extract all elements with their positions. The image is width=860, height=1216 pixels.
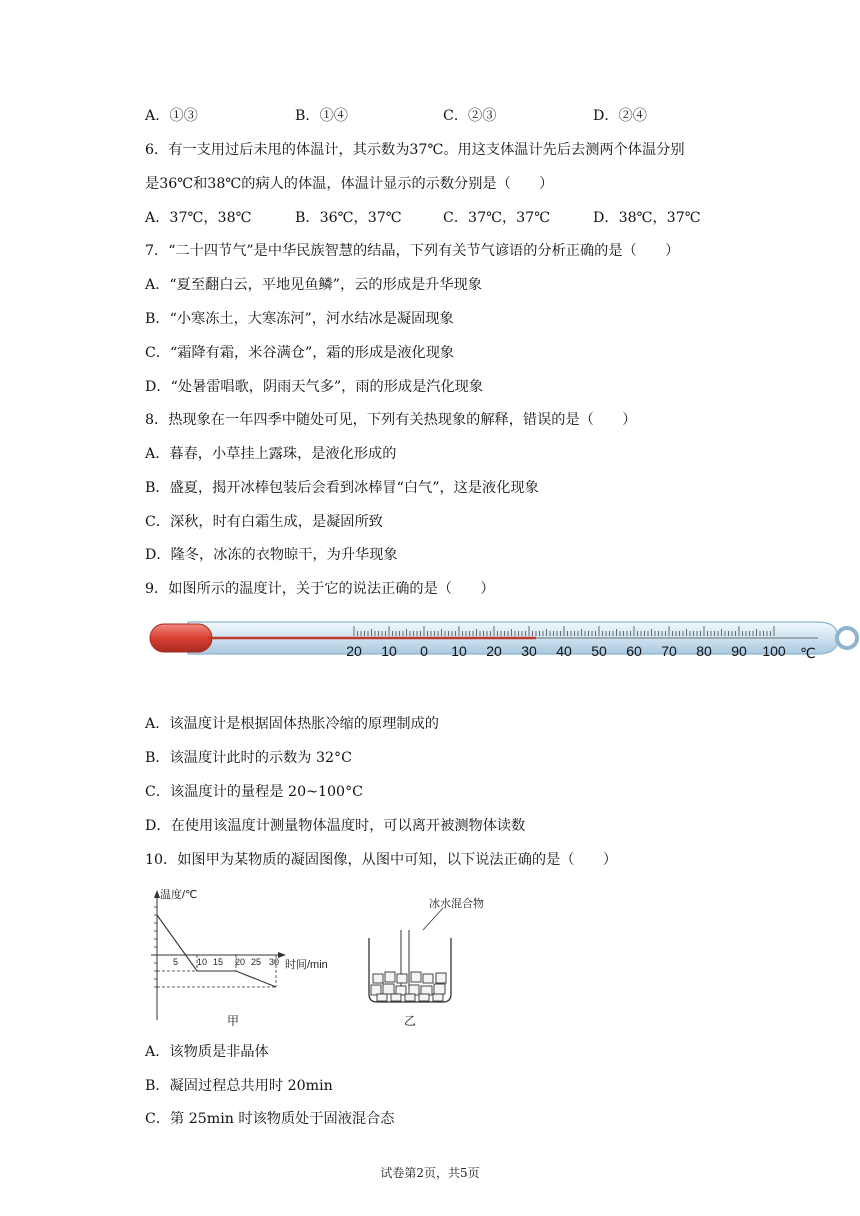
q10-stem: 10．如图甲为某物质的凝固图像，从图中可知，以下说法正确的是（ ） <box>145 852 618 868</box>
thermometer-tick-label: 50 <box>591 643 607 659</box>
thermometer-tick-label: 20 <box>346 643 362 659</box>
q9-stem: 9．如图所示的温度计，关于它的说法正确的是（ ） <box>145 581 495 597</box>
thermometer-unit: ℃ <box>800 645 816 661</box>
graph-caption: 甲 <box>227 1014 240 1028</box>
q7-option-a: A．“夏至翻白云，平地见鱼鳞”，云的形成是升华现象 <box>145 277 482 293</box>
thermometer-tick-label: 10 <box>381 643 397 659</box>
q6-option-b: B．36℃，37℃ <box>295 210 402 226</box>
q5-option-d: D．②④ <box>593 108 647 124</box>
q5-option-b: B．①④ <box>295 108 348 124</box>
beaker-caption: 乙 <box>404 1014 417 1028</box>
q7-stem: 7．“二十四节气”是中华民族智慧的结晶，下列有关节气谚语的分析正确的是（ ） <box>145 243 680 259</box>
thermometer-tick-label: 70 <box>661 643 677 659</box>
q6-option-a: A．37℃，38℃ <box>145 210 252 226</box>
cooling-curve <box>157 915 276 987</box>
graph-x-tick-labels <box>173 957 279 967</box>
q9-option-a: A．该温度计是根据固体热胀冷缩的原理制成的 <box>145 716 439 732</box>
beaker-label: 冰水混合物 <box>429 898 484 910</box>
thermometer-svg <box>148 616 860 662</box>
q8-stem: 8．热现象在一年四季中随处可见，下列有关热现象的解释，错误的是（ ） <box>145 412 637 428</box>
q5-option-c: C．②③ <box>443 108 497 124</box>
q8-option-b: B．盛夏，揭开冰棒包装后会看到冰棒冒“白气”，这是液化现象 <box>145 480 539 496</box>
beaker-label-leader <box>423 908 443 930</box>
q5-option-a: A．①③ <box>145 108 198 124</box>
q6-stem-line1: 6．有一支用过后未甩的体温计，其示数为37℃。用这支体温计先后去测两个体温分别 <box>145 142 685 158</box>
thermometer-tick-label: 0 <box>420 643 428 659</box>
q8-option-a: A．暮春，小草挂上露珠，是液化形成的 <box>145 446 397 462</box>
q6-option-c: C．37℃，37℃ <box>443 210 551 226</box>
x-tick-25: 25 <box>251 957 262 967</box>
thermometer-tick-label: 90 <box>731 643 747 659</box>
q8-option-d: D．隆冬，冰冻的衣物晾干，为升华现象 <box>145 547 398 563</box>
thermometer-tick-label: 10 <box>451 643 467 659</box>
x-tick-10: 10 <box>197 957 208 967</box>
graph-y-label: 温度/℃ <box>160 889 198 901</box>
thermometer-ring <box>837 628 857 648</box>
q8-option-c: C．深秋，时有白霜生成，是凝固所致 <box>145 514 383 530</box>
q9-option-c: C．该温度计的量程是 20~100°C <box>145 784 364 800</box>
page-footer: 试卷第2页，共5页 <box>380 1166 480 1180</box>
cooling-graph <box>151 887 328 1028</box>
q10-option-a: A．该物质是非晶体 <box>145 1044 269 1060</box>
thermometer-tick-label: 80 <box>696 643 712 659</box>
thermometer-tick-label: 20 <box>486 643 502 659</box>
graph-x-label: 时间/min <box>285 959 328 971</box>
thermometer-tick-label: 30 <box>521 643 537 659</box>
ice-water-beaker <box>369 896 484 1028</box>
q9-option-b: B．该温度计此时的示数为 32°C <box>145 750 353 766</box>
q10-figure <box>147 886 507 1031</box>
graph-x-arrow <box>278 952 286 958</box>
q10-option-b: B．凝固过程总共用时 20min <box>145 1078 333 1094</box>
thermometer-tick-label: 40 <box>556 643 572 659</box>
q7-option-d: D．“处暑雷唱歌，阴雨天气多”，雨的形成是汽化现象 <box>145 379 484 395</box>
x-tick-20: 20 <box>235 957 246 967</box>
x-tick-30: 30 <box>269 957 280 967</box>
q7-option-b: B．“小寒冻土，大寒冻河”，河水结冰是凝固现象 <box>145 311 454 327</box>
thermometer-tick-label: 100 <box>762 643 786 659</box>
q10-figure-svg <box>147 886 507 1031</box>
x-tick-15: 15 <box>213 957 224 967</box>
q7-option-c: C．“霜降有霜，米谷满仓”，霜的形成是液化现象 <box>145 345 455 361</box>
q6-stem-line2: 是36℃和38℃的病人的体温，体温计显示的示数分别是（ ） <box>145 176 554 192</box>
q9-option-d: D．在使用该温度计测量物体温度时，可以离开被测物体读数 <box>145 818 526 834</box>
q10-option-c: C．第 25min 时该物质处于固液混合态 <box>145 1111 395 1127</box>
q6-option-d: D．38℃，37℃ <box>593 210 701 226</box>
x-tick-5: 5 <box>173 957 179 967</box>
thermometer-figure <box>148 616 860 662</box>
thermometer-bulb <box>150 624 212 652</box>
thermometer-tick-label: 60 <box>626 643 642 659</box>
